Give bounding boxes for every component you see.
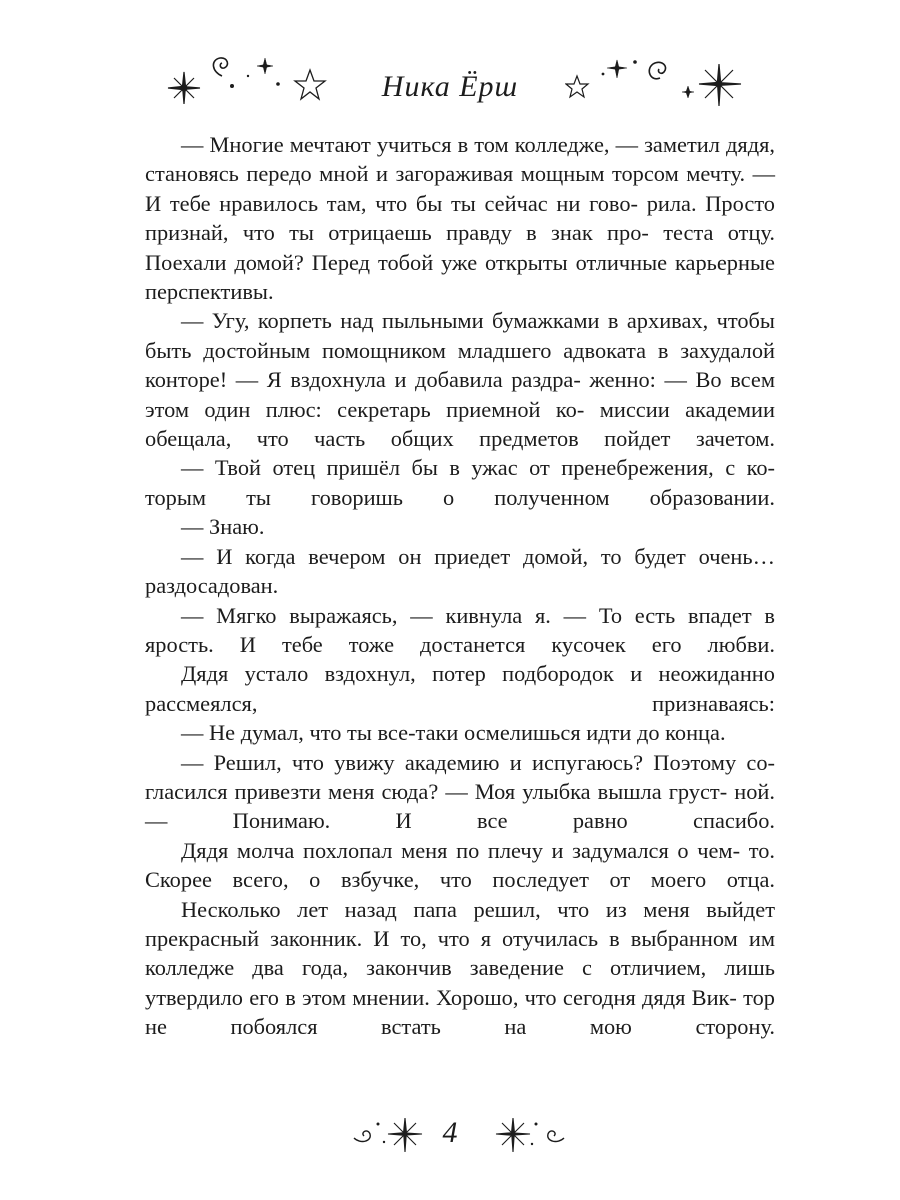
sparkle-star-icon [699,64,741,106]
text-line: раздосадован. [145,573,279,599]
page-body [145,130,775,1042]
text-line: — Знаю. [181,514,265,540]
text-line: — И когда вечером он приедет домой, то будет очень… [181,543,775,569]
paragraph [145,306,775,453]
paragraph [145,836,775,895]
running-header [0,48,900,118]
text-line: в ярость. И тебе тоже достанется кусочек его любви. [145,602,775,657]
dot-icon [602,73,605,76]
text-line: в захудалой конторе! — Я вздохнула и добавила раздра- [145,337,775,393]
small-star-icon [682,86,694,98]
paragraph [145,130,775,306]
text-line: — Многие мечтают учиться в том колледже, — заметил [181,132,720,157]
running-footer [0,1108,900,1158]
text-line: чтобы быть достойным помощником младшего адвоката [145,308,775,363]
sparkle-star-icon [607,60,627,78]
outline-star-icon [566,76,588,97]
paragraph [145,659,775,718]
text-line: пойдет зачетом. [604,426,775,452]
paragraph [145,748,775,836]
paragraph [145,718,775,747]
dot-icon [535,1123,538,1126]
text-line: Несколько лет назад папа решил, что из меня выйдет [181,896,775,922]
text-line: торым ты говоришь о полученном образовании. [145,484,775,510]
text-line: Дядя молча похлопал меня по плечу и задумался о чем- [181,837,741,863]
swirl-icon [649,62,665,79]
text-line: рила. Просто признай, что ты отрицаешь правду в знак про- [145,190,776,246]
text-line: — Решил, что увижу академию и испугаюсь? Поэтому со- [181,749,775,775]
text-line: — Угу, корпеть над пыльными бумажками в архивах, [181,308,709,334]
dot-icon [633,60,637,64]
text-line: дядя, становясь передо мной и загораживая мощным торсом [145,132,775,187]
paragraph [145,453,775,512]
text-line: женно: — Во всем этом один плюс: секретарь приемной ко- [145,367,775,422]
text-line: — Твой отец пришёл бы в ужас от пренебрежения, с ко- [181,455,775,481]
text-line: — Не думал, что ты все-таки осмелишься идти до конца. [181,720,726,746]
text-line: тор не побоялся встать на мою сторону. [145,984,775,1040]
text-line: отличные карьерные перспективы. [145,249,775,305]
paragraph [145,512,775,541]
swirl-icon [548,1131,564,1142]
text-line: — Мягко выражаясь, — кивнула я. — То есть впадет [181,602,752,628]
text-line: им колледже два года, закончив заведение с отличием, лишь [145,925,775,981]
text-line: гласился привезти меня сюда? — Моя улыбка вышла груст- [145,778,728,804]
text-line: ной. — Понимаю. И все равно спасибо. [145,778,775,834]
text-line: теста отцу. Поехали домой? Перед тобой уже открыты [145,220,775,275]
paragraph [145,542,775,601]
header-ornament-right [565,48,745,118]
text-line: то. Скорее всего, о взбучке, что последует от моего отца. [145,837,775,893]
paragraph [145,601,775,660]
footer-ornament-right [488,1110,568,1156]
dot-icon [531,1143,533,1145]
text-line: прекрасный законник. И то, что я отучилась в выбранном [145,925,738,951]
text-line: утвердило его в этом мнении. Хорошо, что сегодня дядя Вик- [145,984,737,1010]
text-line: миссии академии обещала, что часть общих предметов [145,396,775,452]
text-line: рассмеялся, признаваясь: [145,690,775,716]
text-line: Дядя устало вздохнул, потер подбородок и неожиданно [181,661,775,687]
book-author: Ника Ёрш [381,70,519,103]
text-line: мечту. — И тебе нравилось там, что бы ты сейчас ни гово- [145,161,775,216]
page-number: 4 [442,1116,458,1149]
paragraph [145,895,775,1042]
sparkle-star-icon [496,1118,530,1152]
